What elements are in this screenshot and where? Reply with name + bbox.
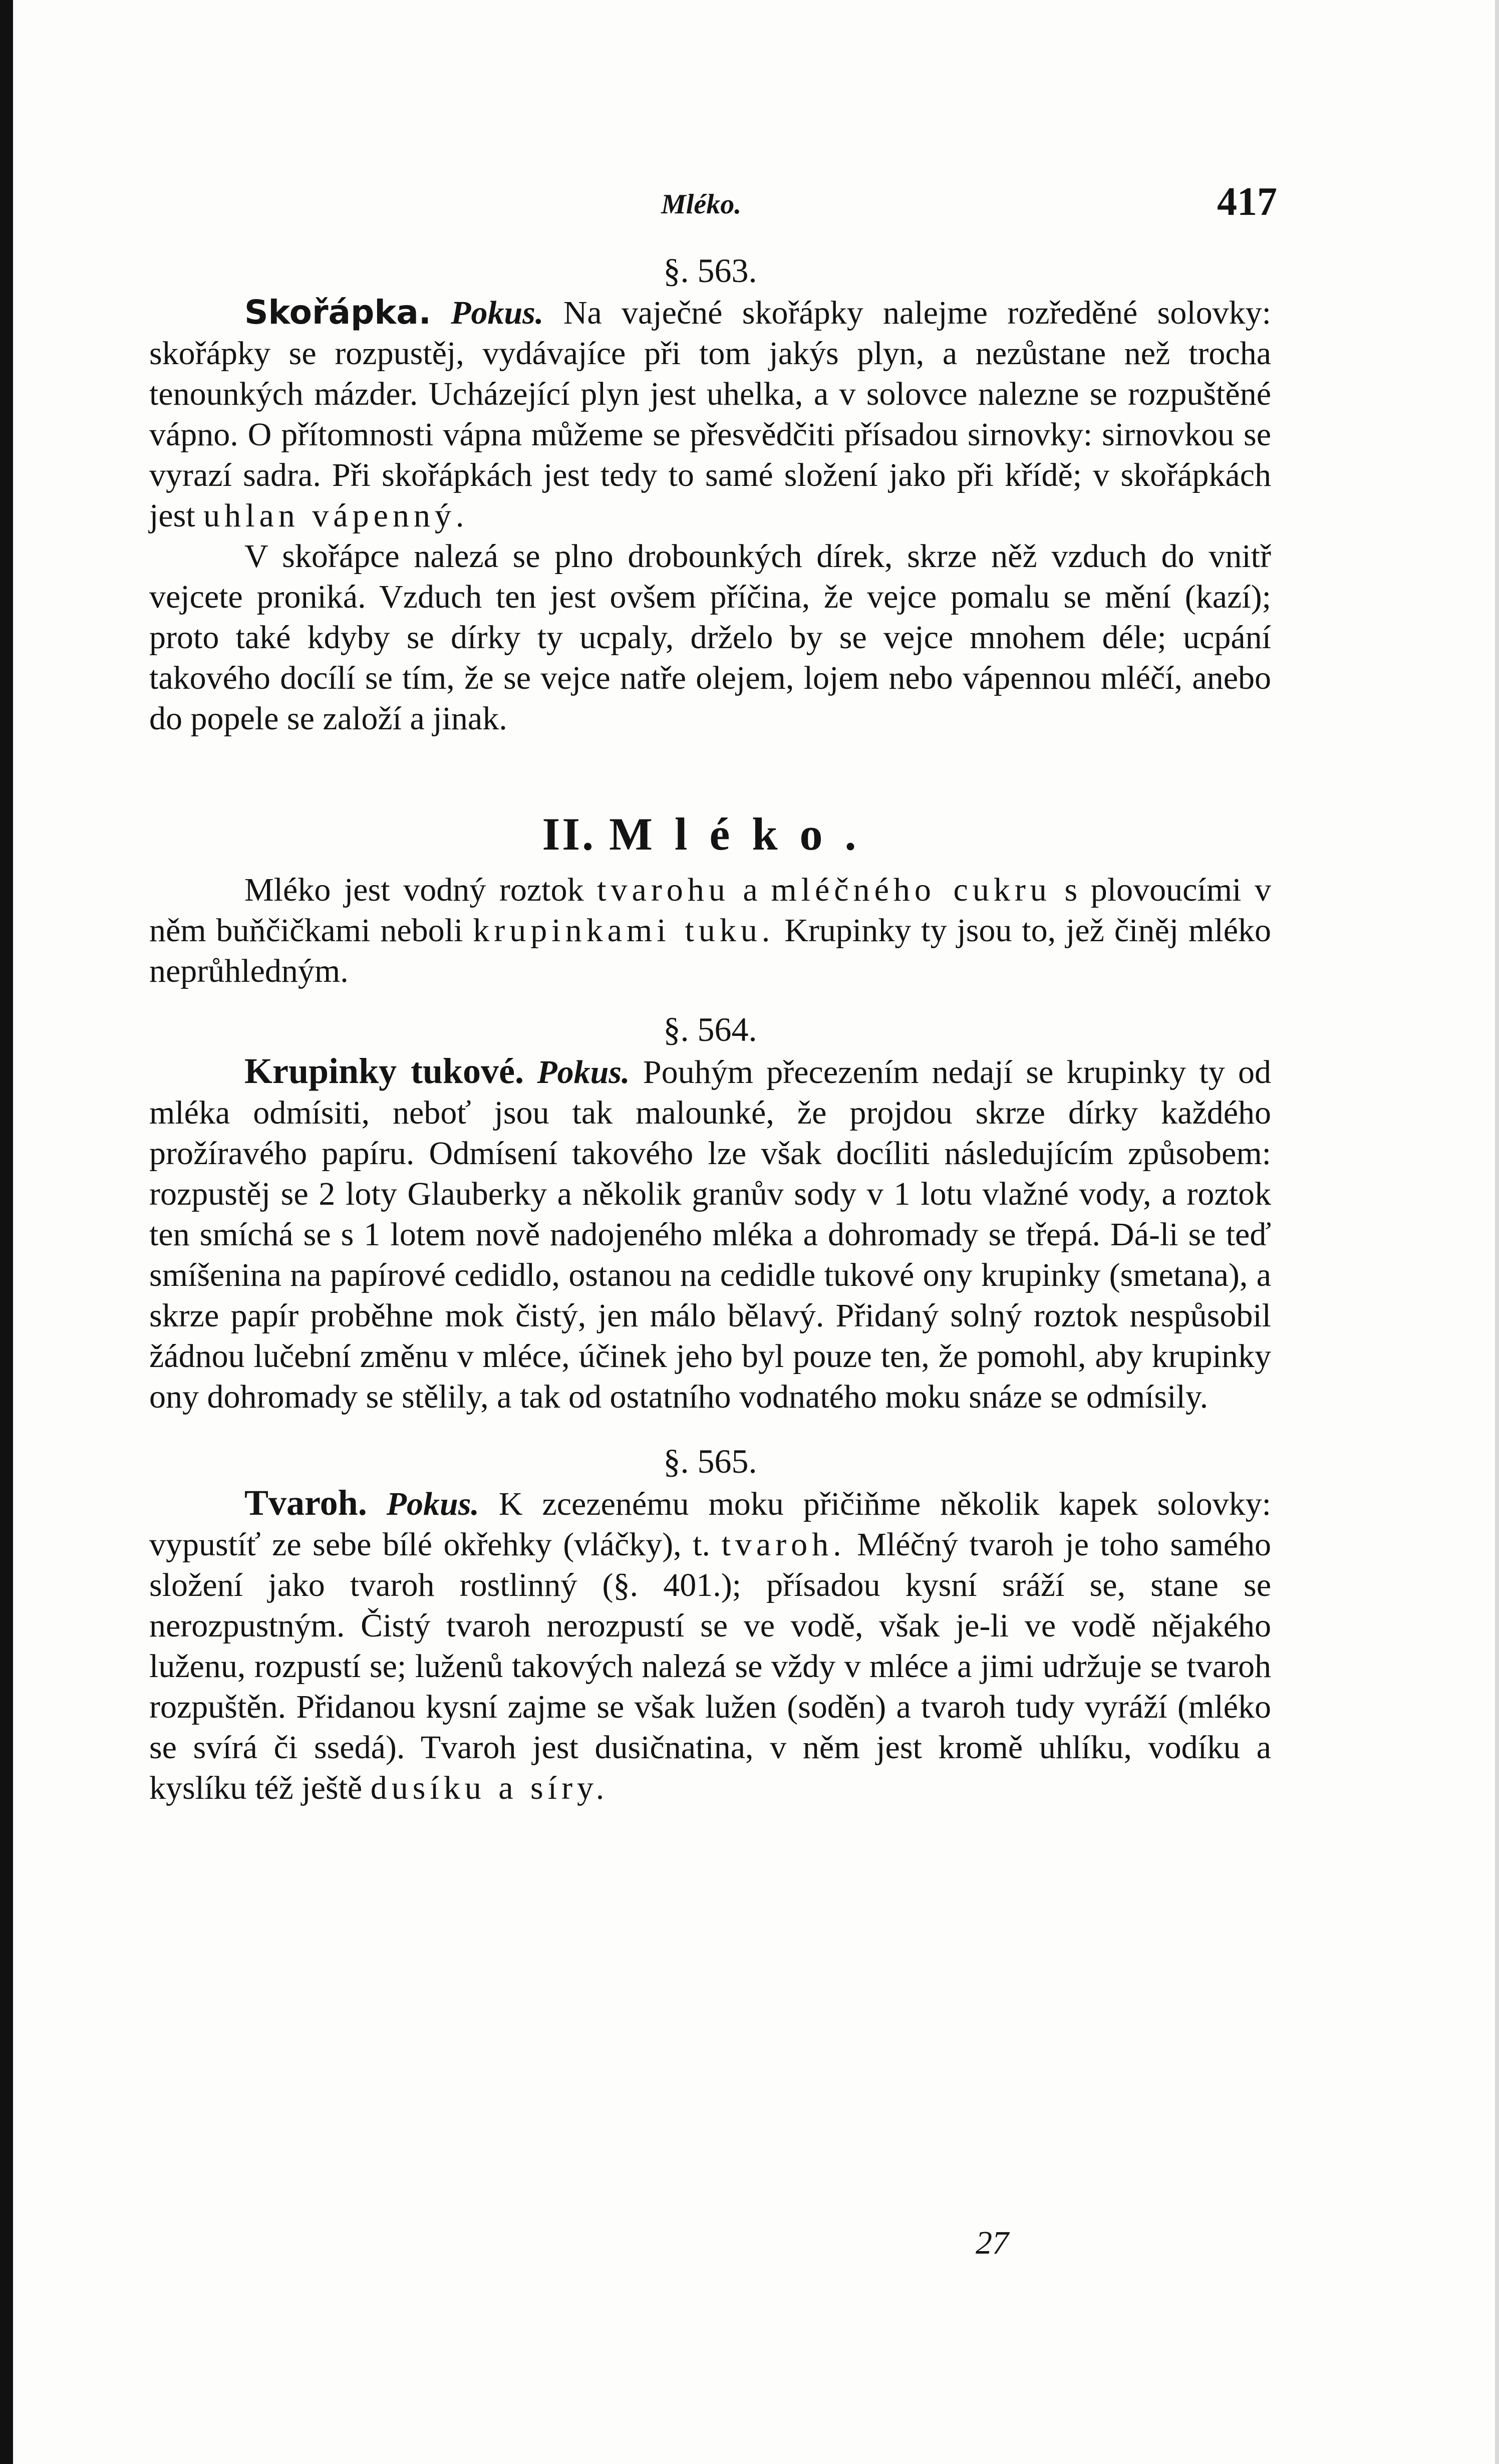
paragraph-intro-mleko: [149, 870, 1271, 991]
page-body: [149, 250, 1271, 1808]
chapter-numeral: II.: [542, 808, 596, 860]
section-number-563: §. 563.: [663, 251, 757, 290]
paragraph-skorapka: [149, 292, 1271, 536]
paragraph-text: Krupinky ty jsou to, jež činěj mléko neprůhledným.: [149, 912, 1272, 989]
paragraph-text: s plovoucími v něm buňčičkami neboli: [149, 872, 1272, 949]
paragraph-text: a: [743, 872, 758, 908]
paragraph-text: Mléčný tvaroh je toho samého složení jako tvaroh rostlinný (§. 401.); přísadou kysní sráží se, stane se nerozpustným. Čistý tvaroh nerozpustí se ve vodě, však je-li ve vodě nějakého luženu, rozpustí se; luženů takových nalezá se vždy v mléce a jimi udržuje se tvaroh rozpuštěn. Přidanou kysní zajme se však lužen (soděn) a tvaroh tudy vyráží (mléko se svírá či ssedá). Tvaroh jest dusičnatina, v něm jest kromě uhlíku, vodíku a kyslíku též ještě: [149, 1526, 1272, 1806]
paragraph-text: Mléko jest vodný roztok: [244, 872, 584, 908]
chapter-heading: [149, 808, 1271, 860]
section-title-krupinky: Krupinky tukové.: [244, 1051, 524, 1091]
paragraph-text: Pouhým přecezením nedají se krupinky ty od mléka odmísiti, neboť jsou tak malounké, že projdou skrze dírky každého prožíravého papíru. Odmísení takového lze však docíliti následujícím způsobem: rozpustěj se 2 loty Glauberky a několik granův sody v 1 lotu vlažné vody, a roztok ten smíchá se s 1 lotem nově nadojeného mléka a dohromady se třepá. Dá-li se teď smíšenina na papírové cedidlo, ostanou na cedidle tukové ony krupinky (smetana), a skrze papír proběhne mok čistý, jen málo bělavý. Přidaný solný roztok nespůsobil žádnou lučební změnu v mléce, účinek jeho byl pouze ten, že pomohl, aby krupinky ony dohromady se stělily, a tak od ostatního vodnatého moku snáze se odmísily.: [149, 1054, 1272, 1415]
paragraph-krupinky: [149, 1051, 1271, 1417]
paragraph-tvaroh: [149, 1483, 1271, 1808]
section-title-tvaroh: Tvaroh.: [244, 1483, 367, 1523]
emphasis-spaced: mléčného cukru: [771, 872, 1051, 908]
section-number-564: §. 564.: [663, 1010, 757, 1048]
section-title-skorapka: Skořápka.: [244, 293, 431, 332]
emphasis-spaced: krupinkami tuku.: [473, 912, 775, 949]
pokus-label: Pokus.: [451, 295, 544, 331]
paragraph-direk: V skořápce nalezá se plno drobounkých dírek, skrze něž vzduch do vnitř vejcete proniká. Vzduch ten jest ovšem příčina, že vejce pomalu se mění (kazí); proto také kdyby se dírky ty ucpaly, drželo by se vejce mnohem déle; ucpání takového docílí se tím, že se vejce natře olejem, lojem nebo vápennou mléčí, anebo do popele se založí a jinak.: [149, 538, 1271, 737]
chapter-title: Mléko.: [609, 808, 878, 860]
emphasis-spaced: tvarohu: [597, 872, 730, 908]
emphasis-spaced: tvaroh.: [721, 1526, 846, 1563]
binding-edge: [0, 0, 13, 2464]
paragraph-text: K zcezenému moku přičiňme několik kapek solovky: vypustíť ze sebe bílé okřehky (vláčky), t.: [149, 1486, 1272, 1563]
section-number-565: §. 565.: [663, 1442, 757, 1480]
page-number: 417: [1217, 180, 1277, 224]
page-edge: [1495, 0, 1499, 2464]
page-header: [661, 179, 1277, 234]
running-head: Mléko.: [661, 189, 742, 220]
pokus-label: Pokus.: [386, 1486, 479, 1522]
emphasis-spaced: uhlan vápenný.: [203, 497, 469, 534]
pokus-label: Pokus.: [537, 1054, 630, 1090]
emphasis-spaced: dusíku a síry.: [370, 1770, 609, 1806]
paragraph-text: Na vaječné skořápky nalejme rozředěné solovky: skořápky se rozpustěj, vydávajíce při tom jakýs plyn, a nezůstane než trocha tenounkých mázder. Ucházející plyn jest uhelka, a v solovce nalezne se rozpuštěné vápno. O přítomnosti vápna můžeme se přesvědčiti přísadou sirnovky: sirnovkou se vyrazí sadra. Při skořápkách jest tedy to samé složení jako při křídě; v skořápkách jest: [149, 295, 1272, 534]
signature-mark: 27: [976, 2225, 1009, 2261]
